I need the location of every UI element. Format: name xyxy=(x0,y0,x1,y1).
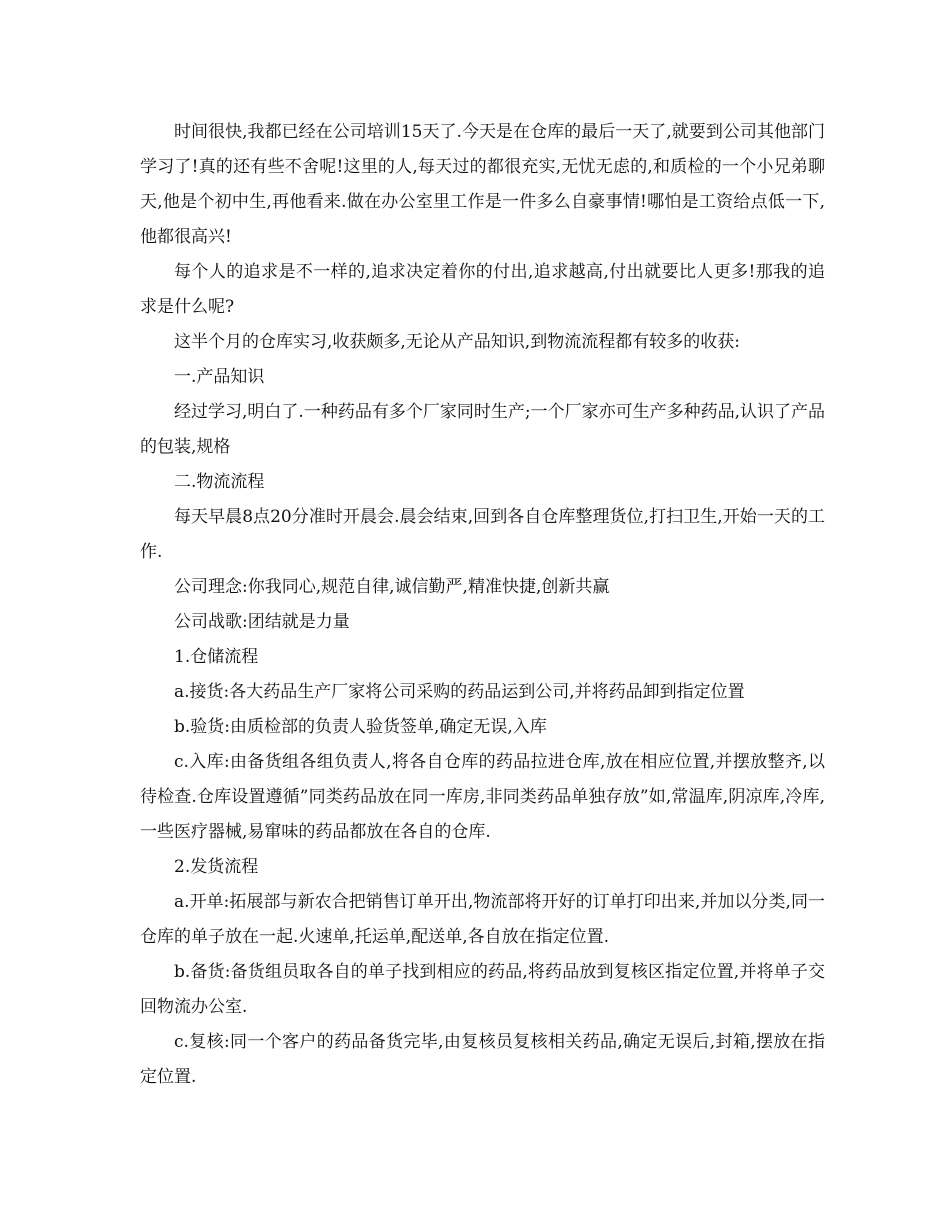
paragraph: 每天早晨8点20分准时开晨会.晨会结束,回到各自仓库整理货位,打扫卫生,开始一天的工作. xyxy=(140,507,825,562)
section-heading: 一.产品知识 xyxy=(174,367,265,387)
paragraph: 公司理念:你我同心,规范自律,诚信勤严,精准快捷,创新共赢 xyxy=(174,577,610,597)
paragraph: 时间很快,我都已经在公司培训15天了.今天是在仓库的最后一天了,就要到公司其他部门学习了!真的还有些不舍呢!这里的人,每天过的都很充实,无忧无虑的,和质检的一个小兄弟聊天,他是个初中生,再他看来.做在办公室里工作是一件多么自豪事情!哪怕是工资给点低一下,他都很高兴! xyxy=(140,122,825,247)
list-item: a.开单:拓展部与新农合把销售订单开出,物流部将开好的订单打印出来,并加以分类,同一仓库的单子放在一起.火速单,托运单,配送单,各自放在指定位置. xyxy=(140,892,825,947)
list-item: b.备货:备货组员取各自的单子找到相应的药品,将药品放到复核区指定位置,并将单子交回物流办公室. xyxy=(140,962,825,1017)
subsection-heading: 2.发货流程 xyxy=(174,857,259,877)
list-item: b.验货:由质检部的负责人验货签单,确定无误,入库 xyxy=(174,717,547,737)
subsection-heading: 1.仓储流程 xyxy=(174,647,259,667)
paragraph: 公司战歌:团结就是力量 xyxy=(174,612,350,632)
list-item: a.接货:各大药品生产厂家将公司采购的药品运到公司,并将药品卸到指定位置 xyxy=(174,682,745,702)
document-body xyxy=(140,115,825,1095)
paragraph: 经过学习,明白了.一种药品有多个厂家同时生产;一个厂家亦可生产多种药品,认识了产品的包装,规格 xyxy=(140,402,825,457)
paragraph: 每个人的追求是不一样的,追求决定着你的付出,追求越高,付出就要比人更多!那我的追求是什么呢? xyxy=(140,262,825,317)
list-item: c.复核:同一个客户的药品备货完毕,由复核员复核相关药品,确定无误后,封箱,摆放在指定位置. xyxy=(140,1032,825,1087)
section-heading: 二.物流流程 xyxy=(174,472,265,492)
paragraph: 这半个月的仓库实习,收获颇多,无论从产品知识,到物流流程都有较多的收获: xyxy=(174,332,740,352)
list-item: c.入库:由备货组各组负责人,将各自仓库的药品拉进仓库,放在相应位置,并摆放整齐,以待检查.仓库设置遵循”同类药品放在同一库房,非同类药品单独存放”如,常温库,阴凉库,冷库,一些医疗器械,易窜味的药品都放在各自的仓库. xyxy=(140,752,825,842)
